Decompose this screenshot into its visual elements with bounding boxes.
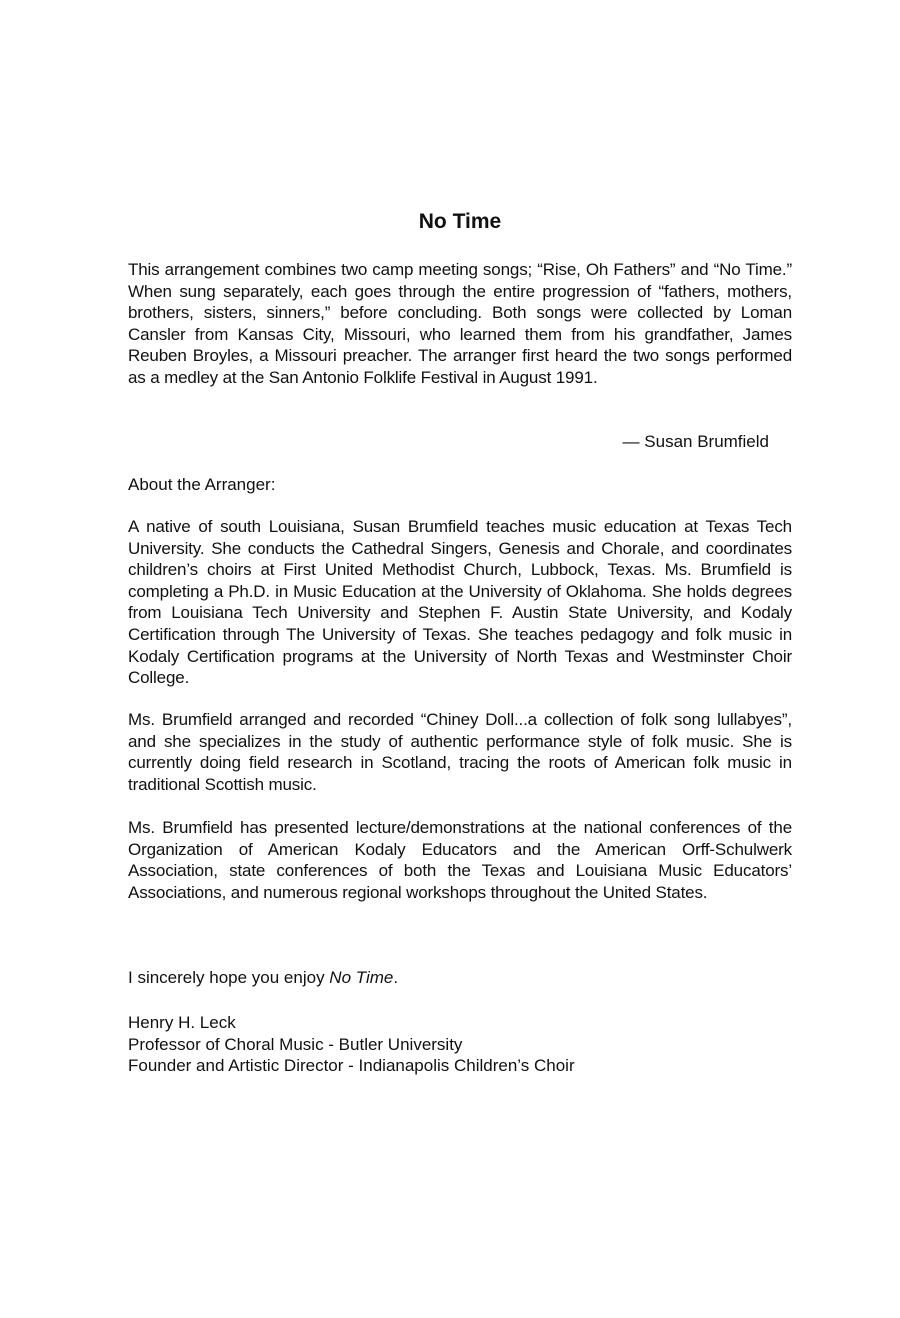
bio-paragraph-1: A native of south Louisiana, Susan Brumfield teaches music education at Texas Tech University. She conducts the Cathedral Singers, Genesis and Chorale, and coordinates children’s choirs at First United Methodist Church, Lubbock, Texas. Ms. Brumfield is completing a Ph.D. in Music Education at the University of Oklahoma. She holds degrees from Louisiana Tech University and Stephen F. Austin State University, and Kodaly Certification through The University of Texas. She teaches pedagogy and folk music in Kodaly Certification programs at the University of North Texas and Westminster Choir College. bbox=[128, 517, 792, 688]
bio-paragraph-3: Ms. Brumfield has presented lecture/demonstrations at the national conferences of the Organization of American Kodaly Educators and the American Orff-Schulwerk Association, state conferences of both the Texas and Louisiana Music Educators’ Associations, and numerous regional workshops throughout the United States. bbox=[128, 818, 792, 902]
about-arranger-heading: About the Arranger: bbox=[128, 475, 276, 494]
bio-paragraph-2: Ms. Brumfield arranged and recorded “Chiney Doll...a collection of folk song lullabyes”, and she specializes in the study of authentic performance style of folk music. She is currently doing field research in Scotland, tracing the roots of American folk music in traditional Scottish music. bbox=[128, 710, 792, 794]
intro-paragraph: This arrangement combines two camp meeting songs; “Rise, Oh Fathers” and “No Time.” When sung separately, each goes through the entire progression of “fathers, mothers, brothers, sisters, sinners,” before concluding. Both songs were collected by Loman Cansler from Kansas City, Missouri, who learned them from his grandfather, James Reuben Broyles, a Missouri preacher. The arranger first heard the two songs performed as a medley at the San Antonio Folklife Festival in August 1991. bbox=[128, 260, 792, 387]
closing-line bbox=[128, 967, 398, 988]
closing-suffix: . bbox=[393, 968, 399, 987]
signatory-role-1: Professor of Choral Music - Butler University bbox=[128, 1034, 463, 1054]
signatory-name: Henry H. Leck bbox=[128, 1013, 236, 1032]
signatory-block bbox=[128, 1012, 575, 1077]
page-title: No Time bbox=[418, 210, 502, 233]
closing-prefix: I sincerely hope you enjoy bbox=[128, 968, 330, 987]
attribution-signature: — Susan Brumfield bbox=[622, 432, 769, 451]
signatory-role-2: Founder and Artistic Director - Indianapolis Children’s Choir bbox=[128, 1056, 575, 1075]
closing-work-title: No Time bbox=[329, 968, 394, 987]
